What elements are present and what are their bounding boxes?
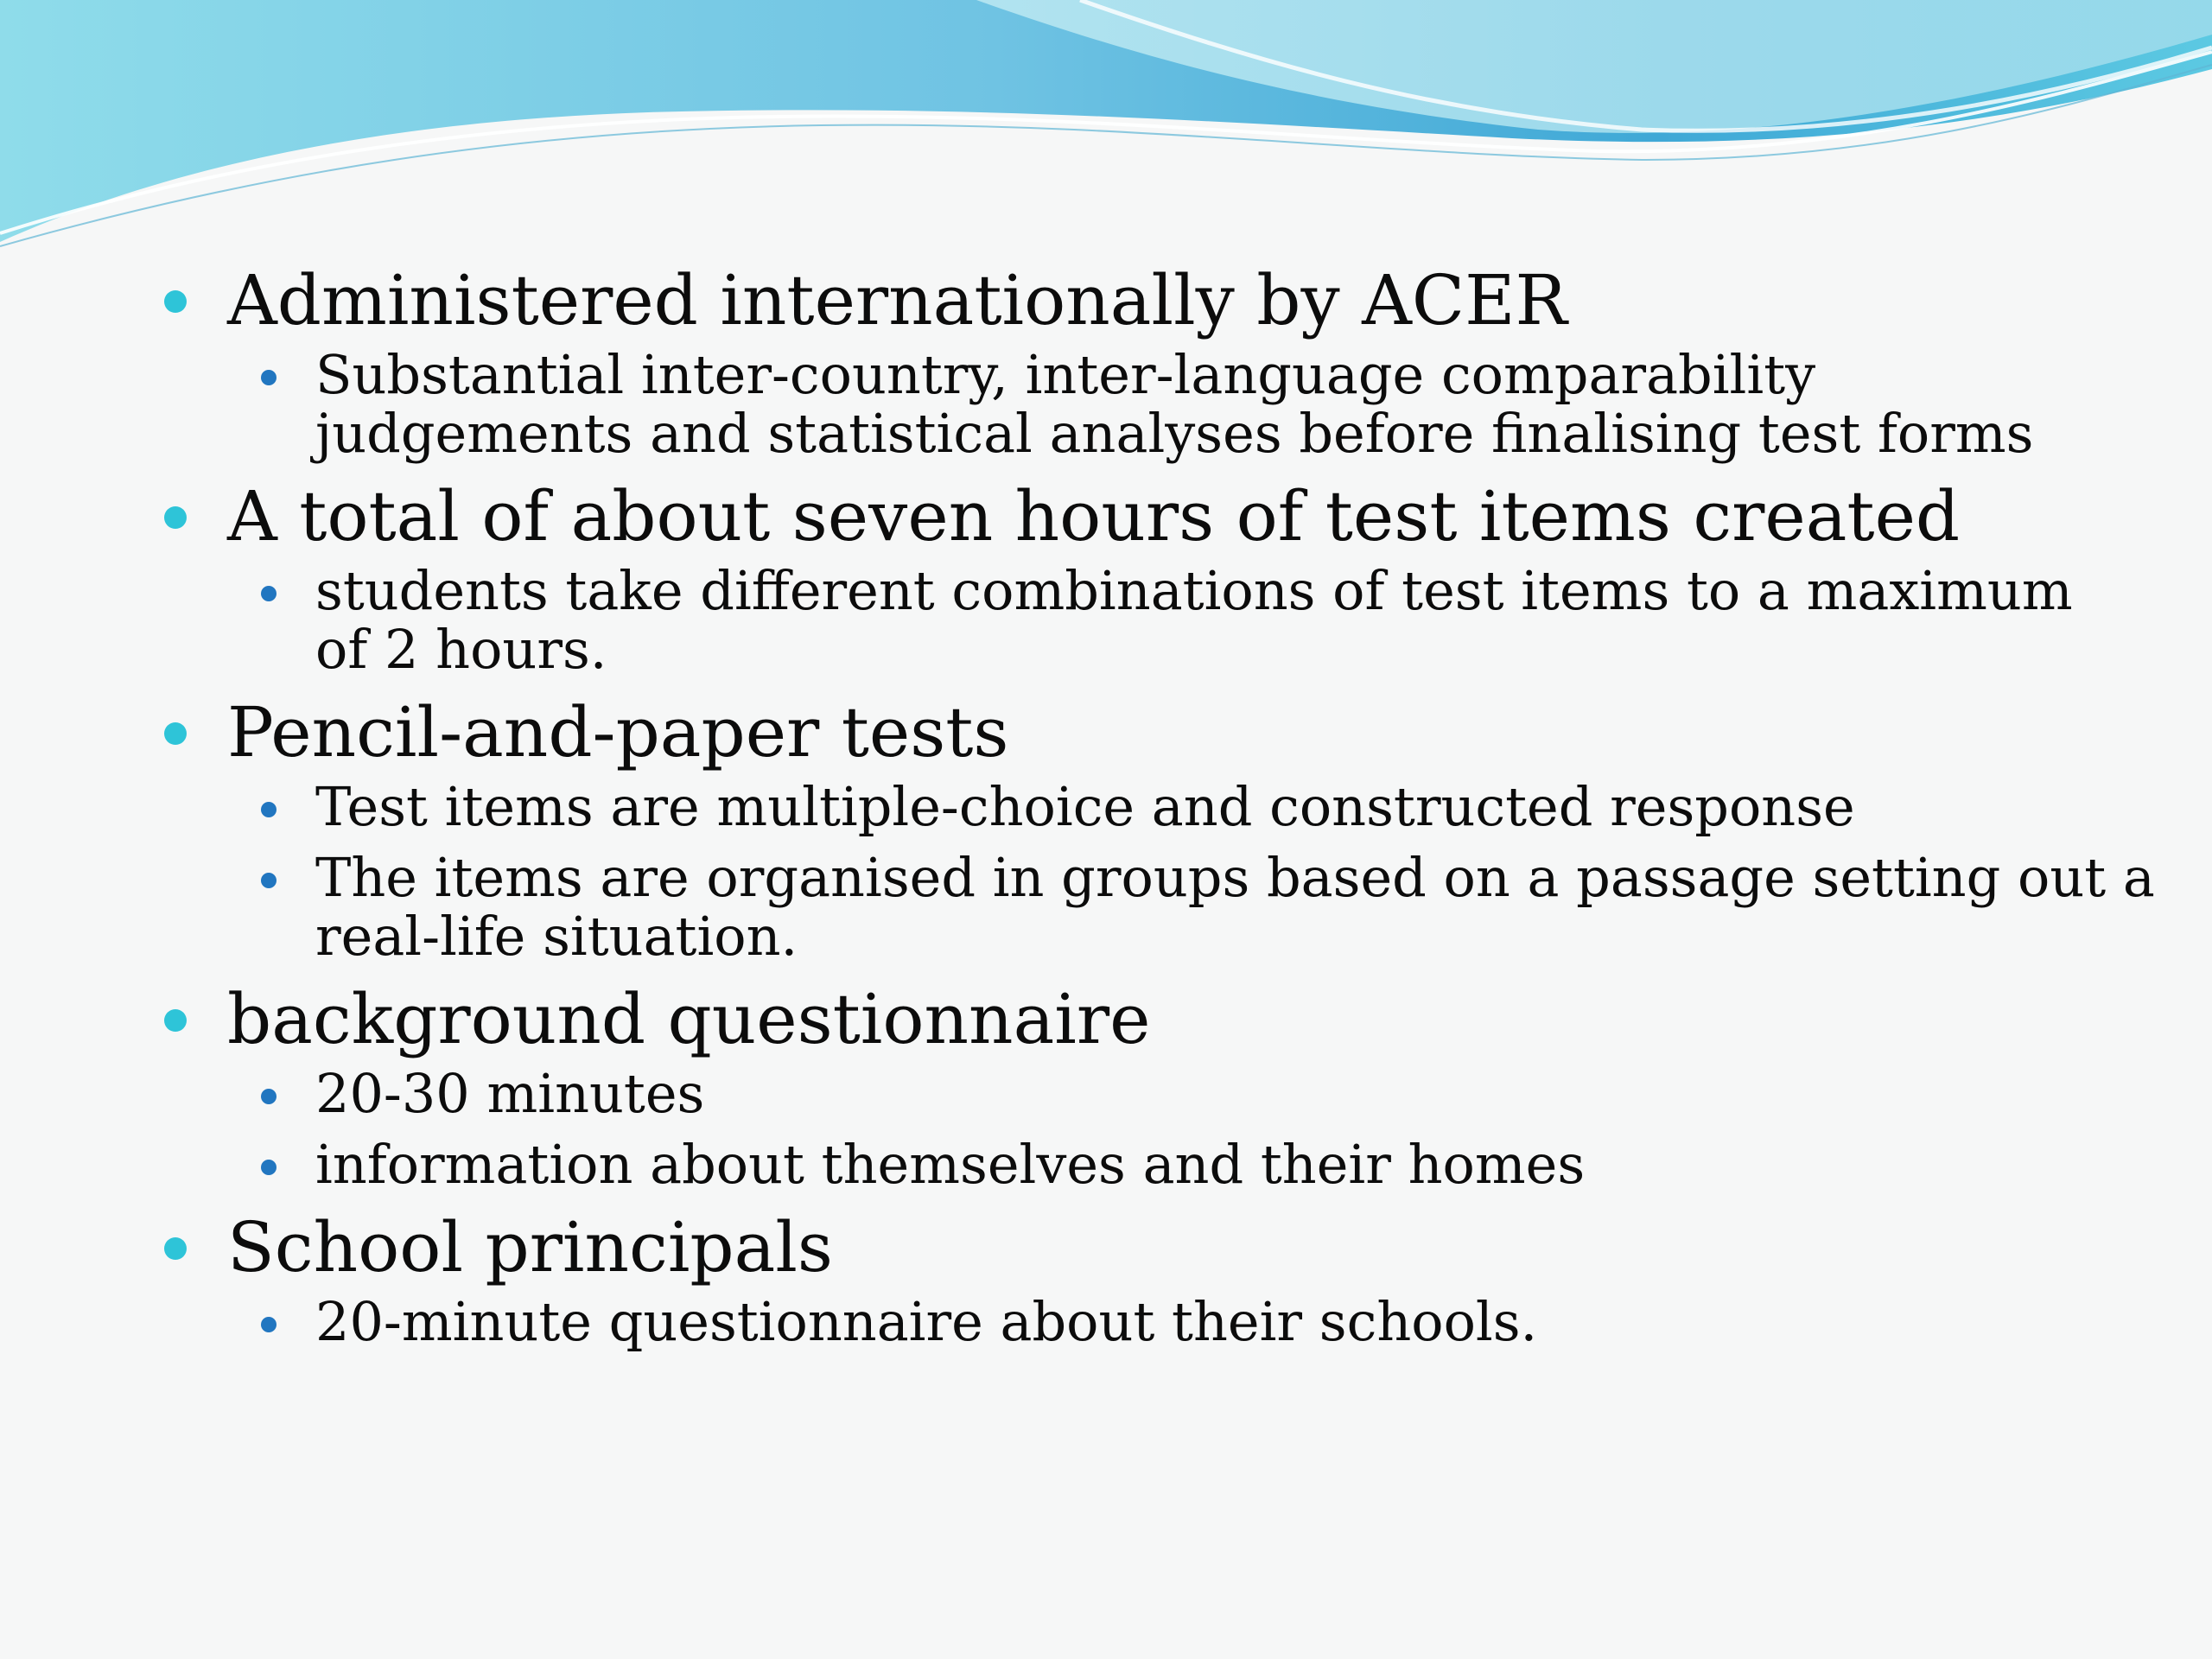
bullet-text: A total of about seven hours of test items created [227,476,1961,556]
bullet-dot-icon [164,290,187,313]
sub-bullet-item [156,1290,2091,1353]
sub-bullet-item [156,343,2091,465]
sub-bullet-text-line: information about themselves and their homes [315,1133,1586,1196]
bullet-item [156,978,2091,1061]
bullet-item [156,1206,2091,1289]
bullet-text: School principals [227,1207,833,1287]
bullet-text: Administered internationally by ACER [227,260,1567,340]
bullet-text: Pencil-and-paper tests [227,692,1009,772]
header-wave-decoration [0,0,2212,259]
sub-bullet-dot-icon [261,873,276,888]
bullet-item [156,259,2091,342]
sub-bullet-text-line: 20-30 minutes [315,1062,705,1125]
sub-bullet-item [156,846,2155,968]
sub-bullet-text-line: The items are organised in groups based on a passage setting out a [315,846,2155,909]
bullet-dot-icon [164,506,187,529]
sub-bullet-text-line: judgements and statistical analyses before finalising test forms [315,402,2034,465]
sub-bullet-item [156,775,2091,838]
sub-bullet-text-line: Substantial inter-country, inter-language comparability [315,343,1816,406]
sub-bullet-item [156,559,2091,681]
sub-bullet-dot-icon [261,1089,276,1104]
sub-bullet-text-line: 20-minute questionnaire about their schools. [315,1290,1538,1353]
sub-bullet-text-line: Test items are multiple-choice and constructed response [315,775,1855,838]
bullet-dot-icon [164,1009,187,1032]
bullet-dot-icon [164,722,187,745]
sub-bullet-dot-icon [261,586,276,601]
sub-bullet-dot-icon [261,1160,276,1175]
bullet-item [156,691,2091,774]
sub-bullet-item [156,1135,2091,1194]
bullet-item [156,475,2091,558]
sub-bullet-dot-icon [261,802,276,817]
bullet-dot-icon [164,1237,187,1260]
sub-bullet-text-line: real-life situation. [315,905,798,968]
bullet-text: background questionnaire [227,979,1151,1059]
sub-bullet-dot-icon [261,1317,276,1332]
sub-bullet-text-line: students take different combinations of test items to a maximum [315,559,2073,622]
sub-bullet-text-line: of 2 hours. [315,618,607,681]
bullet-list [156,259,2155,1363]
sub-bullet-dot-icon [261,370,276,385]
sub-bullet-item [156,1062,2091,1125]
